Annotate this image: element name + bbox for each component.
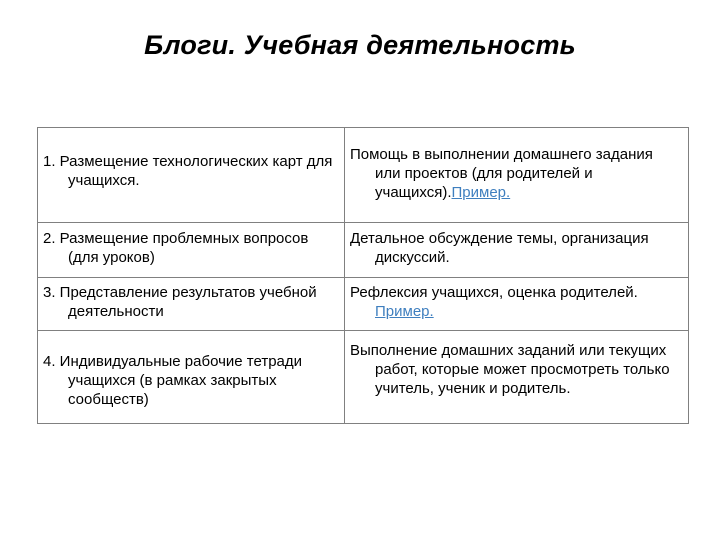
cell-text: Помощь в выполнении домашнего задания или проектов (для родителей и учащихся). (350, 146, 653, 201)
cell-text: 1. Размещение технологических карт для учащихся. (43, 153, 333, 189)
table-cell-left (38, 223, 345, 278)
table-cell-left (38, 278, 345, 331)
table-row (38, 128, 689, 223)
table-cell-left (38, 128, 345, 223)
cell-text: 4. Индивидуальные рабочие тетради учащихся (в рамках закрытых сообществ) (43, 353, 303, 408)
cell-text-wrapper (345, 278, 688, 321)
table-row (38, 278, 689, 331)
table-cell-right (345, 278, 689, 331)
table-cell-right (345, 223, 689, 278)
cell-text: Выполнение домашних заданий или текущих работ, которые может просмотреть только учитель, ученик и родитель. (350, 342, 670, 397)
example-link[interactable]: Пример. (451, 184, 511, 201)
table-cell-right (345, 128, 689, 223)
cell-text: Детальное обсуждение темы, организация дискуссий. (350, 230, 649, 266)
table-cell-left (38, 331, 345, 424)
example-link[interactable]: Пример. (375, 303, 434, 320)
table-row (38, 223, 689, 278)
cell-text: 3. Представление результатов учебной деятельности (43, 284, 317, 320)
table-cell-right (345, 331, 689, 424)
cell-text: Рефлексия учащихся, оценка родителей. (350, 284, 638, 301)
cell-text-wrapper (345, 128, 688, 202)
cell-text: 2. Размещение проблемных вопросов (для уроков) (43, 230, 309, 266)
blog-activities-table (37, 127, 689, 424)
page-title: Блоги. Учебная деятельность (144, 30, 576, 60)
table-row (38, 331, 689, 424)
